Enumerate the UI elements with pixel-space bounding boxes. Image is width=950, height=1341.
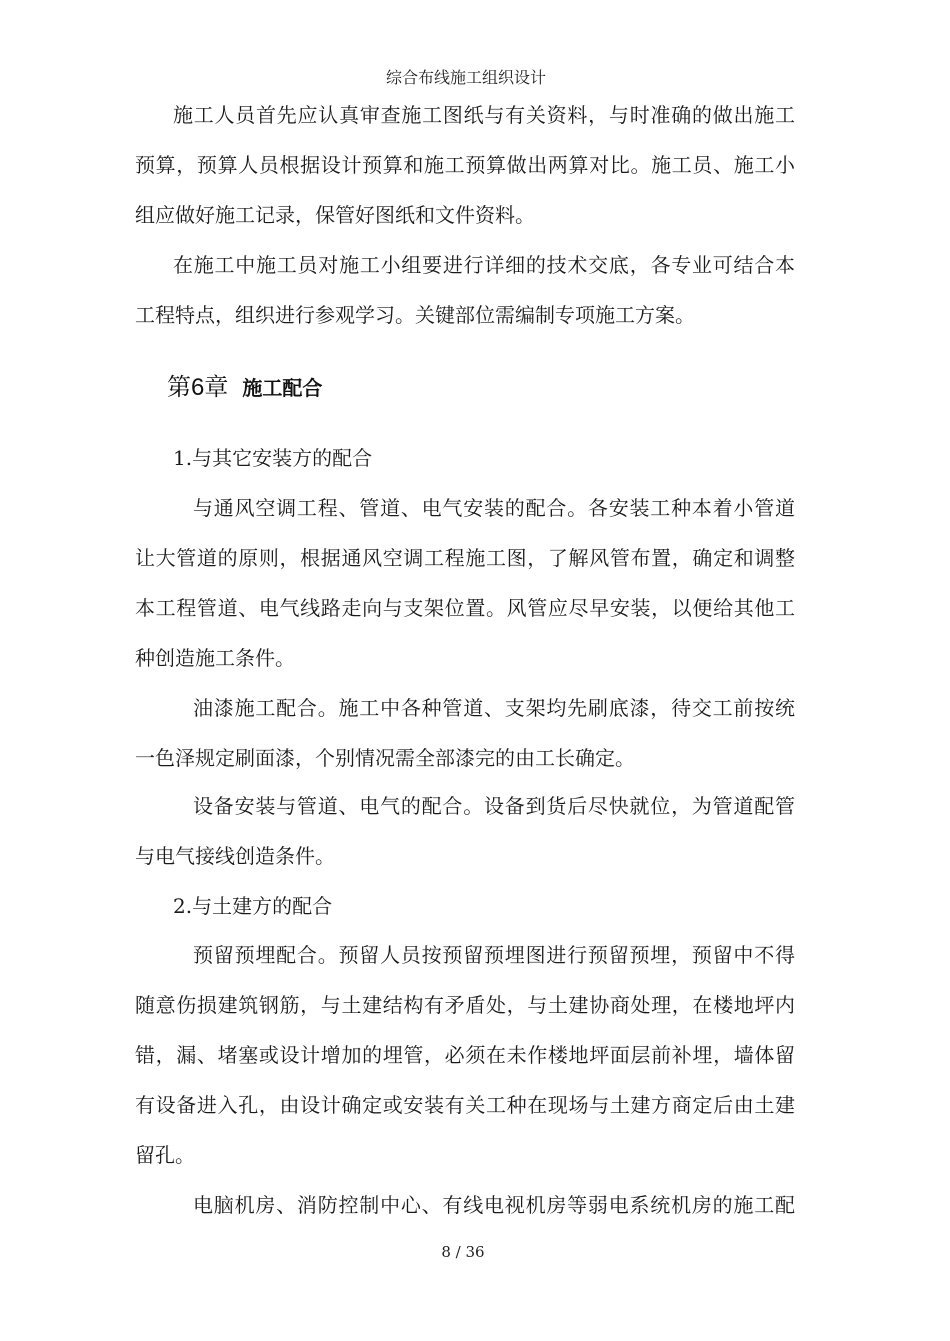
paragraph-line: 错，漏、堵塞或设计增加的埋管，必须在未作楼地坪面层前补埋，墙体留: [135, 1043, 795, 1067]
section-heading: 1.与其它安装方的配合: [173, 446, 373, 470]
paragraph-line: 与通风空调工程、管道、电气安装的配合。各安装工种本着小管道: [193, 496, 795, 520]
paragraph-line: 本工程管道、电气线路走向与支架位置。风管应尽早安装，以便给其他工: [135, 596, 795, 620]
paragraph-line: 有设备进入孔，由设计确定或安装有关工种在现场与土建方商定后由土建: [135, 1093, 795, 1117]
page-number: 8 / 36: [441, 1243, 485, 1261]
paragraph-line: 种创造施工条件。: [135, 646, 295, 670]
paragraph-line: 预留预埋配合。预留人员按预留预埋图进行预留预埋，预留中不得: [193, 943, 795, 967]
paragraph-line: 组应做好施工记录，保管好图纸和文件资料。: [135, 203, 535, 227]
paragraph-line: 让大管道的原则，根据通风空调工程施工图，了解风管布置，确定和调整: [135, 546, 795, 570]
section-heading: 2.与土建方的配合: [173, 894, 333, 918]
chapter-number: 第6章: [167, 374, 229, 401]
paragraph-line: 与电气接线创造条件。: [135, 844, 335, 868]
paragraph-line: 随意伤损建筑钢筋，与土建结构有矛盾处，与土建协商处理，在楼地坪内: [135, 993, 795, 1017]
page-header-title: 综合布线施工组织设计: [385, 68, 546, 87]
paragraph-line: 一色泽规定刷面漆，个别情况需全部漆完的由工长确定。: [135, 746, 635, 770]
paragraph-line: 工程特点，组织进行参观学习。关键部位需编制专项施工方案。: [135, 303, 695, 327]
paragraph-line: 油漆施工配合。施工中各种管道、支架均先刷底漆，待交工前按统: [193, 696, 795, 720]
paragraph-line: 电脑机房、消防控制中心、有线电视机房等弱电系统机房的施工配: [193, 1193, 795, 1217]
paragraph-line: 施工人员首先应认真审查施工图纸与有关资料，与时准确的做出施工: [173, 103, 795, 127]
chapter-title: 施工配合: [242, 378, 323, 400]
chapter-heading: [167, 371, 322, 405]
paragraph-line: 留孔。: [135, 1143, 195, 1167]
paragraph-line: 在施工中施工员对施工小组要进行详细的技术交底，各专业可结合本: [173, 253, 795, 277]
paragraph-line: 设备安装与管道、电气的配合。设备到货后尽快就位，为管道配管: [193, 794, 795, 818]
paragraph-line: 预算，预算人员根据设计预算和施工预算做出两算对比。施工员、施工小: [135, 153, 795, 177]
